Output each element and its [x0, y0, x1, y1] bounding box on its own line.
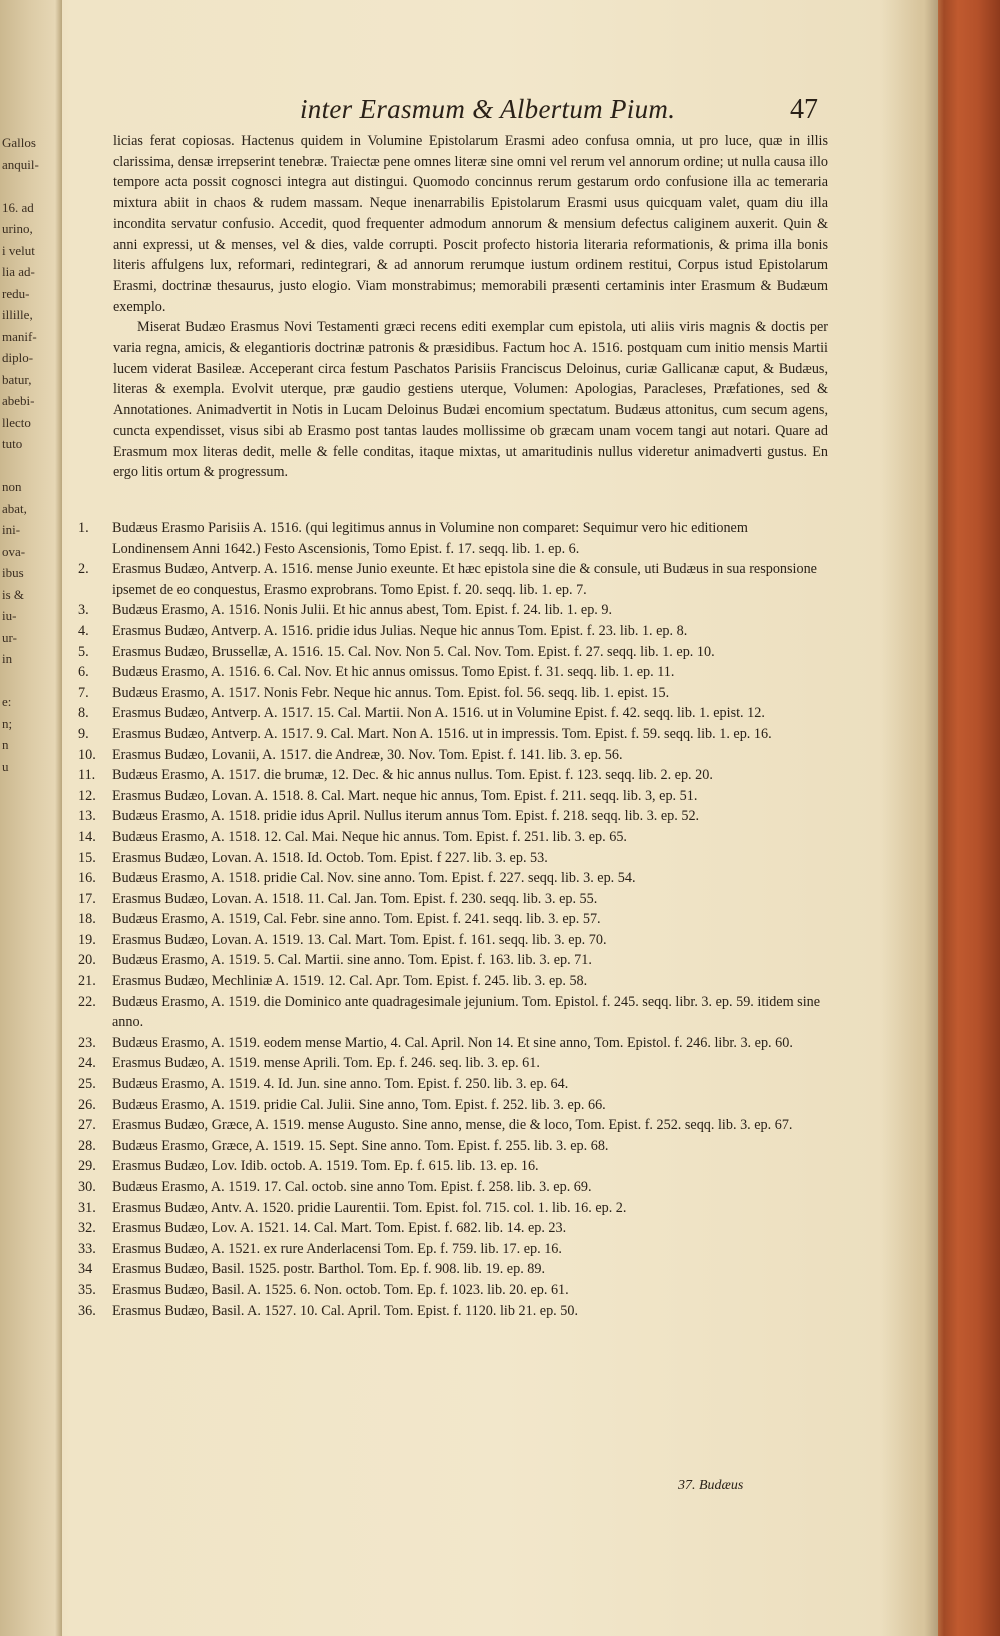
letter-entry	[78, 683, 828, 704]
entry-text: Budæus Erasmo, A. 1519. 5. Cal. Martii. sine anno. Tom. Epist. f. 163. lib. 3. ep. 71.	[112, 952, 592, 969]
letter-entry	[78, 1177, 828, 1198]
entry-text: Erasmus Budæo, Basil. A. 1525. 6. Non. octob. Tom. Ep. f. 1023. lib. 20. ep. 61.	[112, 1281, 569, 1298]
entry-number: 10.	[78, 746, 96, 763]
entry-number: 33.	[78, 1240, 96, 1257]
letter-entry	[78, 662, 828, 683]
margin-fragment: llecto	[2, 414, 31, 430]
margin-fragment: ur-	[2, 629, 17, 645]
entry-number: 12.	[78, 787, 96, 804]
entry-number: 2.	[78, 561, 89, 578]
letter-entry	[78, 971, 828, 992]
entry-number: 26.	[78, 1096, 96, 1113]
margin-fragment: ova-	[2, 543, 26, 559]
entry-text: Erasmus Budæo, A. 1521. ex rure Anderlacensi Tom. Ep. f. 759. lib. 17. ep. 16.	[112, 1240, 562, 1257]
entry-number: 36.	[78, 1302, 96, 1319]
margin-fragment: i velut	[2, 242, 35, 258]
letter-entry	[78, 1198, 828, 1219]
entry-number: 11.	[78, 767, 96, 784]
letter-entry	[78, 868, 828, 889]
entry-number: 32.	[78, 1220, 96, 1237]
entry-number: 20.	[78, 952, 96, 969]
letter-entry	[78, 889, 828, 910]
letter-entry	[78, 909, 828, 930]
letter-entry	[78, 930, 828, 951]
margin-fragment: n	[2, 737, 9, 752]
entry-number: 28.	[78, 1137, 96, 1154]
margin-fragment: abat,	[2, 500, 27, 516]
margin-fragment: u	[2, 758, 9, 774]
entry-number: 25.	[78, 1076, 96, 1093]
entry-text: Erasmus Budæo, Antverp. A. 1517. 15. Cal. Martii. Non A. 1516. ut in Volumine Epist. f. 42. seqq. lib. 1. epist. 12.	[112, 705, 765, 722]
letter-entry	[78, 1301, 828, 1322]
margin-fragment: n;	[2, 715, 13, 731]
letter-entry	[78, 1033, 828, 1054]
entry-text: Budæus Erasmo, Græce, A. 1519. 15. Sept. Sine anno. Tom. Epist. f. 255. lib. 3. ep. 68.	[112, 1137, 609, 1154]
facing-page-margin	[0, 0, 62, 1636]
margin-fragment: redu-	[2, 285, 30, 301]
page-number: 47	[790, 94, 818, 125]
letter-entry	[78, 600, 828, 621]
letter-entry	[78, 786, 828, 807]
entry-text: Budæus Erasmo, A. 1517. die brumæ, 12. Dec. & hic annus nullus. Tom. Epist. f. 123. seqq. lib. 2. ep. 20.	[112, 767, 713, 784]
entry-number: 13.	[78, 808, 96, 825]
entry-text: Erasmus Budæo, Antv. A. 1520. pridie Laurentii. Tom. Epist. fol. 715. col. 1. lib. 16. ep. 2.	[112, 1199, 627, 1216]
margin-fragment: is &	[2, 586, 25, 602]
red-page-edges	[938, 0, 1000, 1636]
margin-fragment: ibus	[2, 565, 24, 580]
letter-entry	[78, 806, 828, 827]
entry-text: Erasmus Budæo, Lovan. A. 1518. 8. Cal. Mart. neque hic annus, Tom. Epist. f. 211. seqq. lib. 3, ep. 51.	[112, 787, 698, 804]
letter-entry	[78, 1280, 828, 1301]
entry-number: 30.	[78, 1179, 96, 1195]
entry-text: Erasmus Budæo, Lov. A. 1521. 14. Cal. Mart. Tom. Epist. f. 682. lib. 14. ep. 23.	[112, 1220, 567, 1237]
margin-fragment: non	[2, 479, 22, 494]
entry-number: 3.	[78, 602, 89, 619]
entry-text: Erasmus Budæo, Basil. 1525. postr. Barthol. Tom. Ep. f. 908. lib. 19. ep. 89.	[112, 1261, 546, 1278]
letter-entry	[78, 1115, 828, 1136]
entry-number: 5.	[78, 643, 89, 660]
entry-number: 8.	[78, 705, 89, 722]
margin-fragment	[2, 670, 54, 692]
entry-text: Budæus Erasmo, A. 1519, Cal. Febr. sine anno. Tom. Epist. f. 241. seqq. lib. 3. ep. 57.	[112, 911, 601, 928]
letter-entry	[78, 1053, 828, 1074]
margin-fragment: lia ad-	[2, 264, 35, 279]
entry-number: 6.	[78, 664, 89, 681]
entry-number: 16.	[78, 870, 96, 887]
margin-fragment: e:	[2, 694, 12, 709]
page-edge-shadow	[924, 0, 938, 1636]
entry-text: Erasmus Budæo, Lovan. A. 1518. Id. Octob. Tom. Epist. f 227. lib. 3. ep. 53.	[112, 849, 548, 866]
margin-fragment: batur,	[2, 371, 32, 387]
margin-fragment: urino,	[2, 221, 33, 236]
entry-text: Budæus Erasmo, A. 1519. 4. Id. Jun. sine anno. Tom. Epist. f. 250. lib. 3. ep. 64.	[112, 1076, 569, 1093]
margin-fragment	[2, 455, 54, 477]
entry-text: Erasmus Budæo, A. 1519. mense Aprili. Tom. Ep. f. 246. seq. lib. 3. ep. 61.	[112, 1055, 540, 1072]
entry-number: 31.	[78, 1199, 96, 1216]
margin-fragment: Gallos	[2, 135, 36, 150]
entry-text: Budæus Erasmo, A. 1519. pridie Cal. Julii. Sine anno, Tom. Epist. f. 252. lib. 3. ep. 66.	[112, 1096, 606, 1113]
entry-number: 17.	[78, 890, 96, 907]
entry-number: 9.	[78, 725, 89, 742]
entry-text: Erasmus Budæo, Antverp. A. 1516. pridie idus Julias. Neque hic annus Tom. Epist. f. 23. lib. 1. ep. 8.	[112, 622, 688, 639]
letter-entry	[78, 1136, 828, 1157]
entry-text: Erasmus Budæo, Mechliniæ A. 1519. 12. Cal. Apr. Tom. Epist. f. 245. lib. 3. ep. 58.	[112, 973, 588, 990]
entry-number: 4.	[78, 622, 89, 639]
entry-text: Erasmus Budæo, Antverp. A. 1517. 9. Cal. Mart. Non A. 1516. ut in impressis. Tom. Epist. f. 59. seqq. lib. 1. ep. 16.	[112, 725, 772, 742]
entry-text: Budæus Erasmo, A. 1516. 6. Cal. Nov. Et hic annus omissus. Tomo Epist. f. 31. seqq. lib. 1. ep. 11.	[112, 664, 675, 681]
entry-number: 27.	[78, 1117, 96, 1134]
entry-text: Erasmus Budæo, Lovan. A. 1519. 13. Cal. Mart. Tom. Epist. f. 161. seqq. lib. 3. ep. 70.	[112, 931, 607, 948]
page-header	[280, 94, 830, 130]
entry-number: 35.	[78, 1281, 96, 1298]
entry-number: 19.	[78, 931, 96, 948]
margin-fragment: anquil-	[2, 156, 39, 172]
entry-text: Erasmus Budæo, Græce, A. 1519. mense Augusto. Sine anno, mense, die & loco, Tom. Epist. f. 252. seqq. lib. 3. ep. 67.	[112, 1117, 793, 1134]
entry-text: Budæus Erasmo, A. 1516. Nonis Julii. Et hic annus abest, Tom. Epist. f. 24. lib. 1. ep. 9.	[112, 602, 613, 619]
margin-fragment: diplo-	[2, 350, 34, 365]
letter-entry	[78, 724, 828, 745]
entry-number: 21.	[78, 973, 96, 990]
letter-entry	[78, 950, 828, 971]
margin-fragment: tuto	[2, 436, 23, 451]
paragraph-2: Miserat Budæo Erasmus Novi Testamenti græci recens editi exemplar cum epistola, uti aliis viris magnis & doctis per varia regna, amicis, & elegantioris doctrinæ patronis & præsidibus. Factum hoc A. 1516. postquam cum initio mensis Martii lucem viderat Basileæ. Acceperant circa festum Paschatos Parisiis Franciscus Deloinus, curiæ Gallicanæ caput, & Budæus, literas & exempla. Evolvit uterque, præ gaudio gestiens uterque, Volumen: Apologias, Paracleses, Præfationes, sed & Annotationes. Animadvertit in Notis in Lucam Deloinus Budæi encomium spectatum. Budæus attonitus, cum secum agens, cuncta expendisset, visus sibi ab Erasmo post tantas laudes mollissime ob græcam unam vocem tangi aut notari. Quare ad Erasmum mox literas dedit, melle & felle conditas, itaque mixtas, ut amaritudinis nullus videretur animadverti gustus. En ergo litis ortum & progressum.	[113, 319, 828, 481]
letter-entry	[78, 1259, 828, 1280]
entry-number: 7.	[78, 684, 89, 701]
catchword: 37. Budæus	[678, 1478, 744, 1493]
margin-fragment: ini-	[2, 522, 21, 537]
margin-fragment	[2, 175, 54, 197]
letter-list	[78, 518, 828, 1321]
entry-text: Budæus Erasmo, A. 1517. Nonis Febr. Neque hic annus. Tom. Epist. fol. 56. seqq. lib. 1. epist. 15.	[112, 684, 670, 701]
entry-number: 22.	[78, 993, 96, 1010]
entry-text: Budæus Erasmo, A. 1519. die Dominico ante quadragesimale jejunium. Tom. Epistol. f. 245. seqq. libr. 3. ep. 59. itidem sine anno.	[112, 993, 821, 1031]
margin-fragment: manif-	[2, 328, 37, 344]
letter-entry	[78, 765, 828, 786]
paragraph-1: licias ferat copiosas. Hactenus quidem in Volumine Epistolarum Erasmi adeo confusa omnia, ut pro luce, quæ in illis clarissima, densæ irrepserint tenebræ. Traiectæ pene omnes literæ sine omni vel rerum vel annorum ordine; ut nulla causa illo tempore acta possit cognosci integra aut distingui. Quomodo concinnus rerum gestarum ordo confusione illa ac temeraria mixtura abiit in chaos & rudem massam. Neque inenarrabilis Epistolarum Erasmi usus quicquam valet, quam diu illa incondita servatur confusio. Accedit, quod frequenter admodum annorum & mensium defectus caliginem auxerit. Quin & anni expressi, ut & menses, vel & dies, valde corrupti. Poscit profecto historia literaria reformationis, & prima illa bonis literis affulgens lux, reformari, redintegrari, & ad annorum rerumque iustum ordinem restitui, Corpus istud Epistolarum Erasmi, doctrinæ thesaurus, justo elogio. Viam monstrabimus; memorabili præsenti certaminis inter Erasmum & Budæum exemplo.	[113, 133, 828, 315]
letter-entry	[78, 1095, 828, 1116]
entry-text: Budæus Erasmo, A. 1518. pridie Cal. Nov. sine anno. Tom. Epist. f. 227. seqq. lib. 3. ep. 54.	[112, 870, 636, 887]
entry-text: Budæus Erasmo, A. 1519. 17. Cal. octob. sine anno Tom. Epist. f. 258. lib. 3. ep. 69.	[112, 1179, 592, 1195]
margin-fragment: abebi-	[2, 393, 35, 408]
letter-entry	[78, 745, 828, 766]
letter-entry	[78, 703, 828, 724]
entry-number: 29.	[78, 1158, 96, 1175]
entry-text: Erasmus Budæo, Lov. Idib. octob. A. 1519. Tom. Ep. f. 615. lib. 13. ep. 16.	[112, 1158, 539, 1175]
letter-entry	[78, 1156, 828, 1177]
margin-fragment: iu-	[2, 608, 17, 623]
entry-number: 15.	[78, 849, 96, 866]
letter-entry	[78, 518, 828, 559]
entry-text: Budæus Erasmo, A. 1518. 12. Cal. Mai. Neque hic annus. Tom. Epist. f. 251. lib. 3. ep. 65.	[112, 828, 627, 845]
letter-entry	[78, 1218, 828, 1239]
entry-number: 34	[78, 1261, 93, 1278]
running-head: inter Erasmum & Albertum Pium.	[300, 94, 676, 124]
entry-text: Erasmus Budæo, Lovan. A. 1518. 11. Cal. Jan. Tom. Epist. f. 230. seqq. lib. 3. ep. 55.	[112, 890, 598, 907]
entry-number: 23.	[78, 1034, 96, 1051]
entry-text: Budæus Erasmo, A. 1518. pridie idus April. Nullus iterum annus Tom. Epist. f. 218. seqq. lib. 3. ep. 52.	[112, 808, 700, 825]
letter-entry	[78, 642, 828, 663]
margin-fragment: in	[2, 651, 13, 666]
entry-text: Budæus Erasmo Parisiis A. 1516. (qui legitimus annus in Volumine non comparet: Sequimur vero hic editionem Londinensem Anni 1642.) Festo Ascensionis, Tomo Epist. f. 17. seqq. lib. 1. ep. 6.	[112, 520, 748, 557]
entry-text: Budæus Erasmo, A. 1519. eodem mense Martio, 4. Cal. April. Non 14. Et sine anno, Tom. Epistol. f. 246. libr. 3. ep. 60.	[112, 1034, 793, 1051]
letter-entry	[78, 848, 828, 869]
entry-number: 14.	[78, 828, 96, 845]
letter-entry	[78, 992, 828, 1033]
letter-entry	[78, 1074, 828, 1095]
body-text	[113, 131, 828, 483]
entry-text: Erasmus Budæo, Basil. A. 1527. 10. Cal. April. Tom. Epist. f. 1120. lib 21. ep. 50.	[112, 1302, 579, 1319]
letter-entry	[78, 559, 828, 600]
entry-text: Erasmus Budæo, Lovanii, A. 1517. die Andreæ, 30. Nov. Tom. Epist. f. 141. lib. 3. ep. 56.	[112, 746, 623, 763]
letter-entry	[78, 621, 828, 642]
letter-entry	[78, 827, 828, 848]
entry-text: Erasmus Budæo, Antverp. A. 1516. mense Junio exeunte. Et hæc epistola sine die & consule, uti Budæus in sua responsione ipsemet de eo conquestus, Erasmo exprobrans. Tomo Epist. f. 20. seqq. lib. 1. ep. 7.	[112, 561, 817, 598]
entry-number: 1.	[78, 520, 89, 536]
facing-page-fragments	[2, 132, 54, 777]
entry-number: 18.	[78, 911, 96, 928]
letter-entry	[78, 1239, 828, 1260]
margin-fragment: illille,	[2, 307, 33, 322]
entry-number: 24.	[78, 1055, 96, 1072]
margin-fragment: 16. ad	[2, 199, 34, 215]
entry-text: Erasmus Budæo, Brussellæ, A. 1516. 15. Cal. Nov. Non 5. Cal. Nov. Tom. Epist. f. 27. seqq. lib. 1. ep. 10.	[112, 643, 715, 660]
